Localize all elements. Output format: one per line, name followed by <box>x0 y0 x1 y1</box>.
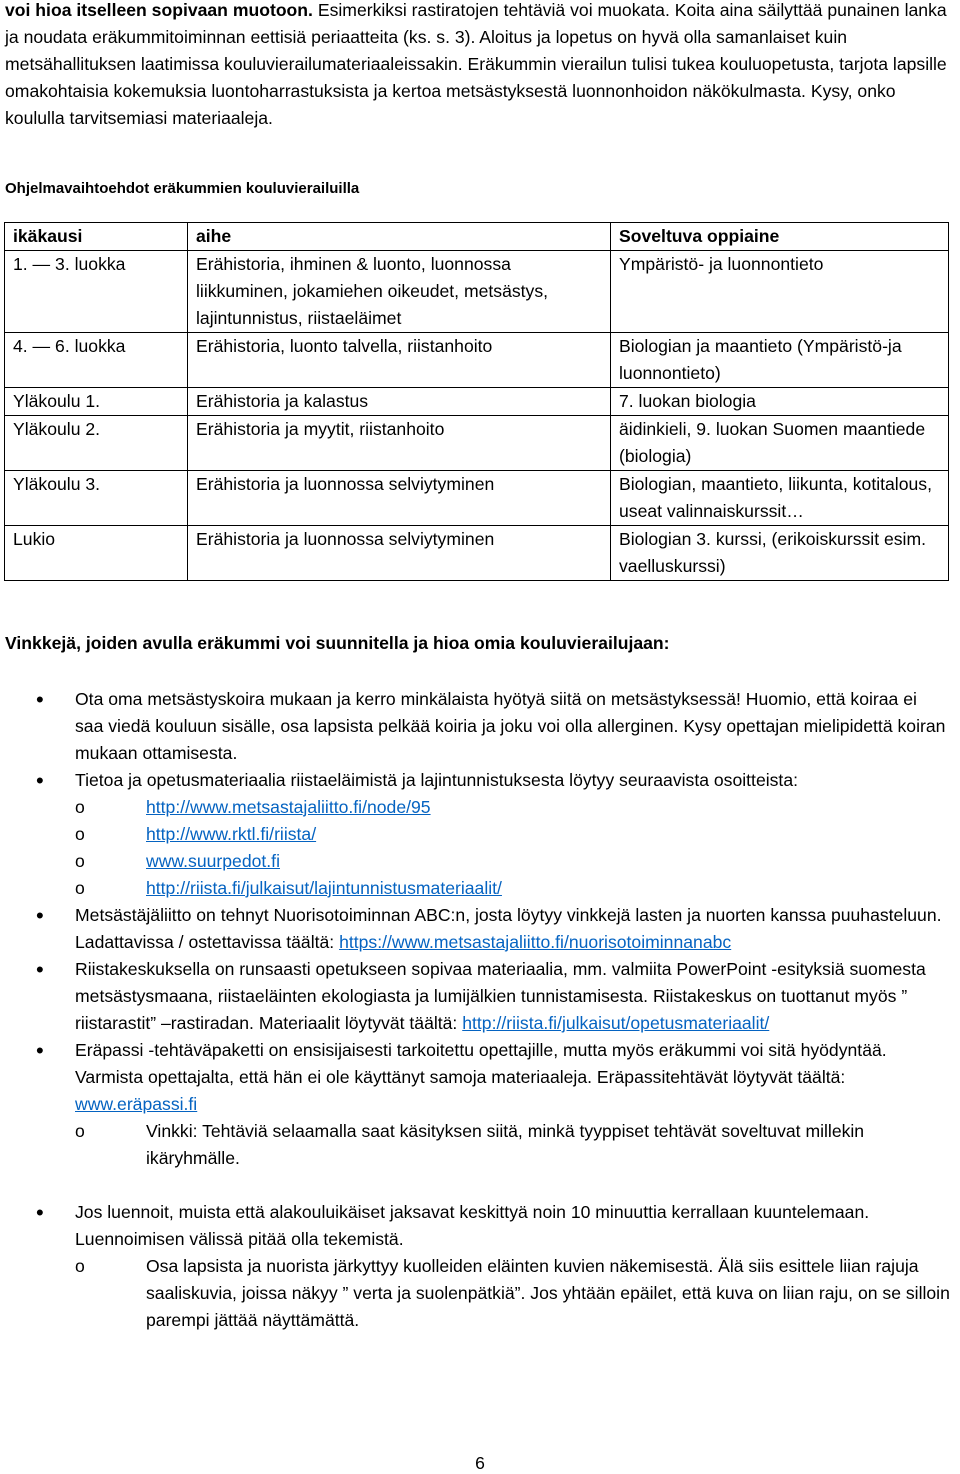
tip-riistakeskus: Riistakeskuksella on runsaasti opetukseen sopivaa materiaalia, mm. valmiita PowerPoint -esityksiä suomesta metsästysmaana, riistaeläinten ekologiasta ja lumijälkien tunnistamisesta. Riistakeskus on tuottanut myös ” riistarastit” –rastiradan. Materiaalit löytyvät täältä: <box>75 959 926 1033</box>
link-rktl[interactable]: http://www.rktl.fi/riista/ <box>146 824 317 844</box>
tip-abc: Metsästäjäliitto on tehnyt Nuorisotoiminnan ABC:n, josta löytyy vinkkejä lasten ja nuorten kanssa puuhasteluun. Ladattavissa / ostettavissa täältä: <box>75 905 942 952</box>
list-item <box>0 767 960 902</box>
cell-age: Yläkoulu 3. <box>5 471 188 526</box>
table-row <box>5 251 949 333</box>
lecture-sub-list <box>75 1253 950 1334</box>
table-header-row <box>5 223 949 251</box>
link-suurpedot[interactable]: www.suurpedot.fi <box>146 851 280 871</box>
tip-materials: Tietoa ja opetusmateriaalia riistaeläimistä ja lajintunnistuksesta löytyy seuraavista osoitteista: <box>75 770 798 790</box>
program-table-title: Ohjelmavaihtoehdot eräkummien kouluvierailuilla <box>5 180 360 197</box>
list-item <box>75 1253 950 1334</box>
tip-erapassi-hint: Vinkki: Tehtäviä selaamalla saat käsityksen siitä, minkä tyyppiset tehtävät soveltuvat millekin ikäryhmälle. <box>146 1121 865 1168</box>
cell-topic: Erähistoria ja luonnossa selviytyminen <box>188 471 611 526</box>
tips-list <box>0 686 960 1334</box>
header-age: ikäkausi <box>5 223 188 251</box>
intro-bold-start: voi hioa itselleen sopivaan muotoon. <box>5 0 313 20</box>
list-item <box>0 902 960 956</box>
list-item <box>75 875 950 902</box>
cell-subject: Biologian 3. kurssi, (erikoiskurssit esim. vaelluskurssi) <box>611 526 949 581</box>
page-number: 6 <box>475 1453 485 1473</box>
cell-subject: äidinkieli, 9. luokan Suomen maantiede (biologia) <box>611 416 949 471</box>
link-opetusmateriaalit[interactable]: http://riista.fi/julkaisut/opetusmateriaalit/ <box>462 1013 770 1033</box>
table-row <box>5 416 949 471</box>
tip-erapassi: Eräpassi -tehtäväpaketti on ensisijaisesti tarkoitettu opettajille, mutta myös eräkummi voi sitä hyödyntää. Varmista opettajalta, että hän ei ole käyttänyt samoja materiaaleja. Eräpassitehtävät löytyvät täältä: <box>75 1040 887 1087</box>
links-list <box>75 794 950 902</box>
cell-subject: Biologian, maantieto, liikunta, kotitalous, useat valinnaiskurssit… <box>611 471 949 526</box>
cell-topic: Erähistoria, luonto talvella, riistanhoito <box>188 333 611 388</box>
cell-topic: Erähistoria, ihminen & luonto, luonnossa liikkuminen, jokamiehen oikeudet, metsästys, lajintunnistus, riistaeläimet <box>188 251 611 333</box>
list-item <box>75 794 950 821</box>
table-row <box>5 333 949 388</box>
tip-dog: Ota oma metsästyskoira mukaan ja kerro minkälaista hyötyä siitä on metsästyksessä! Huomio, että koiraa ei saa viedä kouluun sisälle, osa lapsista pelkää koiria ja joku voi olla allerginen. Kysy opettajan mielipidettä koiran mukaan ottamisesta. <box>75 689 946 763</box>
list-item <box>75 848 950 875</box>
cell-topic: Erähistoria ja luonnossa selviytyminen <box>188 526 611 581</box>
cell-topic: Erähistoria ja myytit, riistanhoito <box>188 416 611 471</box>
list-item <box>75 821 950 848</box>
tip-lecture-warning: Osa lapsista ja nuorista järkyttyy kuolleiden eläinten kuvien näkemisestä. Älä siis esittele liian rajuja saaliskuvia, joissa näkyy ” verta ja suolenpätkiä”. Jos yhtään epäilet, että kuva on liian raju, on se silloin parempi jättää näyttämättä. <box>146 1256 950 1330</box>
header-topic: aihe <box>188 223 611 251</box>
intro-paragraph <box>5 0 960 132</box>
cell-age: Yläkoulu 1. <box>5 388 188 416</box>
intro-text: Esimerkiksi rastiratojen tehtäviä voi muokata. Koita aina säilyttää punainen lanka ja noudata eräkummitoiminnan eettisiä periaatteita (ks. s. 3). Aloitus ja lopetus on hyvä olla samanlaiset kuin metsähallituksen laatimissa kouluvierailumateriaaleissakin. Eräkummin vierailun tulisi tukea kouluopetusta, tarjota lapsille omakohtaisia kokemuksia luontoharrastuksista ja kertoa metsästyksestä luonnonhoidon näkökulmasta. Kysy, onko koululla tarvitsemiasi materiaaleja. <box>5 0 947 128</box>
cell-subject: 7. luokan biologia <box>611 388 949 416</box>
list-item <box>0 956 960 1037</box>
cell-subject: Biologian ja maantieto (Ympäristö-ja luonnontieto) <box>611 333 949 388</box>
cell-topic: Erähistoria ja kalastus <box>188 388 611 416</box>
list-item <box>0 1199 960 1334</box>
link-nuorisotoiminta[interactable]: https://www.metsastajaliitto.fi/nuorisotoiminnanabc <box>339 932 732 952</box>
header-subject: Soveltuva oppiaine <box>611 223 949 251</box>
table-row <box>5 388 949 416</box>
tip-lecture: Jos luennoit, muista että alakouluikäiset jaksavat keskittyä noin 10 minuuttia kerrallaan kuuntelemaan. Luennoimisen välissä pitää olla tekemistä. <box>75 1202 870 1249</box>
table-row <box>5 526 949 581</box>
tips-heading: Vinkkejä, joiden avulla eräkummi voi suunnitella ja hioa omia kouluvierailujaan: <box>5 633 670 653</box>
cell-age: 4. — 6. luokka <box>5 333 188 388</box>
link-metsastajaliitto[interactable]: http://www.metsastajaliitto.fi/node/95 <box>146 797 431 817</box>
erapassi-sub-list <box>75 1118 950 1172</box>
cell-age: Lukio <box>5 526 188 581</box>
spacer <box>0 1172 960 1199</box>
cell-age: 1. — 3. luokka <box>5 251 188 333</box>
program-table <box>4 222 949 581</box>
list-item <box>0 1037 960 1172</box>
link-lajintunnistus[interactable]: http://riista.fi/julkaisut/lajintunnistusmateriaalit/ <box>146 878 502 898</box>
cell-age: Yläkoulu 2. <box>5 416 188 471</box>
table-row <box>5 471 949 526</box>
list-item <box>75 1118 950 1172</box>
cell-subject: Ympäristö- ja luonnontieto <box>611 251 949 333</box>
link-erapassi[interactable]: www.eräpassi.fi <box>75 1094 198 1114</box>
list-item <box>0 686 960 767</box>
